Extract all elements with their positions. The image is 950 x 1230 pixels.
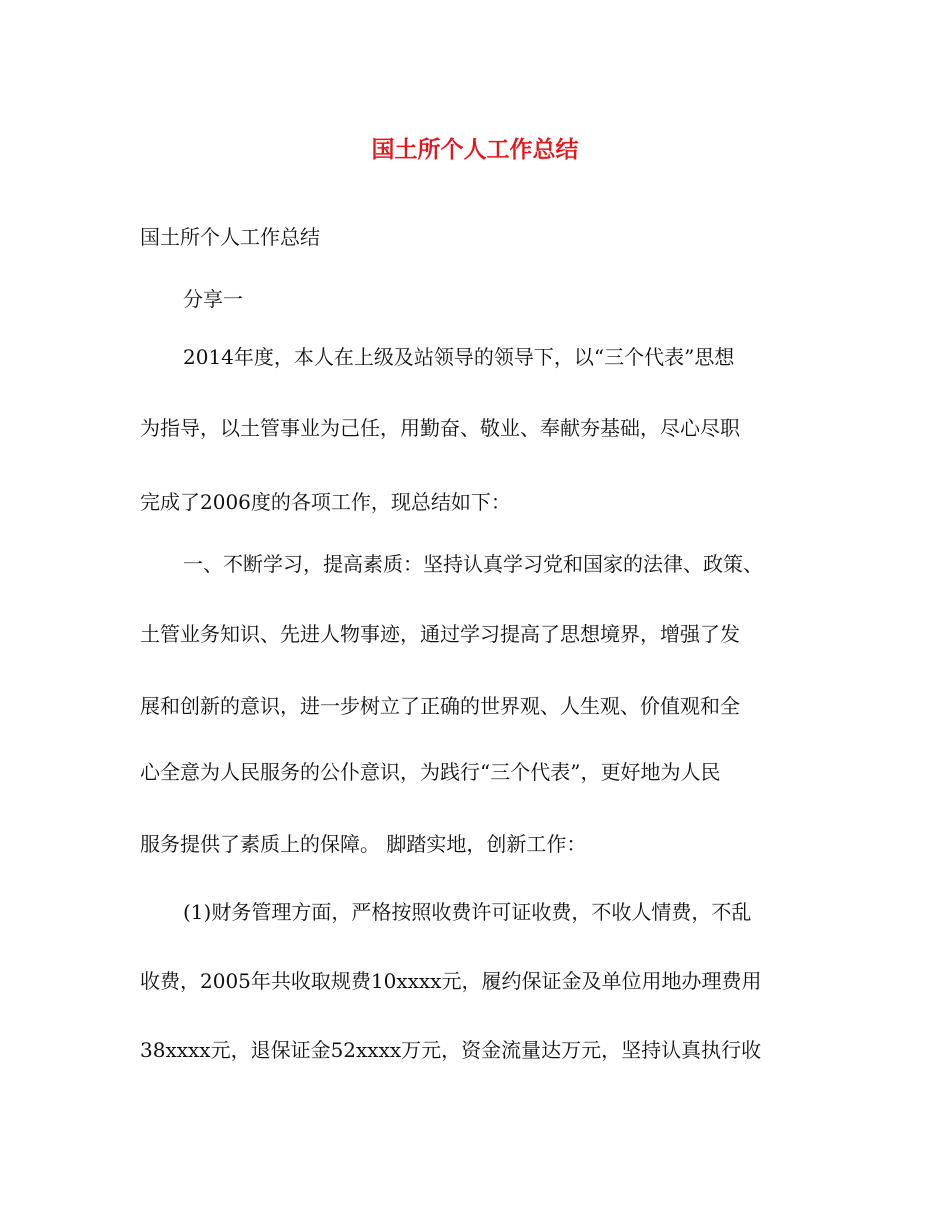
paragraph-line-6: 展和创新的意识，进一步树立了正确的世界观、人生观、价值观和全 — [140, 694, 740, 718]
subtitle-line: 国土所个人工作总结 — [140, 225, 320, 249]
paragraph-line-2: 为指导，以土管事业为己任，用勤奋、敬业、奉献夯基础，尽心尽职 — [140, 416, 740, 440]
paragraph-line-7: 心全意为人民服务的公仆意识，为践行“三个代表”，更好地为人民 — [140, 760, 721, 784]
paragraph-line-9: (1)财务管理方面，严格按照收费许可证收费，不收人情费，不乱 — [183, 900, 752, 924]
paragraph-line-3: 完成了2006度的各项工作，现总结如下： — [140, 490, 511, 514]
paragraph-line-11: 38xxxx元，退保证金52xxxx万元，资金流量达万元，坚持认真执行收 — [140, 1038, 762, 1062]
section-label: 分享一 — [183, 287, 243, 311]
document-title: 国土所个人工作总结 — [371, 136, 579, 163]
paragraph-line-8: 服务提供了素质上的保障。 脚踏实地，创新工作： — [140, 832, 587, 856]
paragraph-line-5: 土管业务知识、先进人物事迹，通过学习提高了思想境界，增强了发 — [140, 622, 740, 646]
paragraph-line-4: 一、不断学习，提高素质：坚持认真学习党和国家的法律、政策、 — [183, 552, 763, 576]
paragraph-line-10: 收费，2005年共收取规费10xxxx元，履约保证金及单位用地办理费用 — [140, 969, 762, 993]
paragraph-line-1: 2014年度，本人在上级及站领导的领导下，以“三个代表”思想 — [183, 345, 735, 369]
